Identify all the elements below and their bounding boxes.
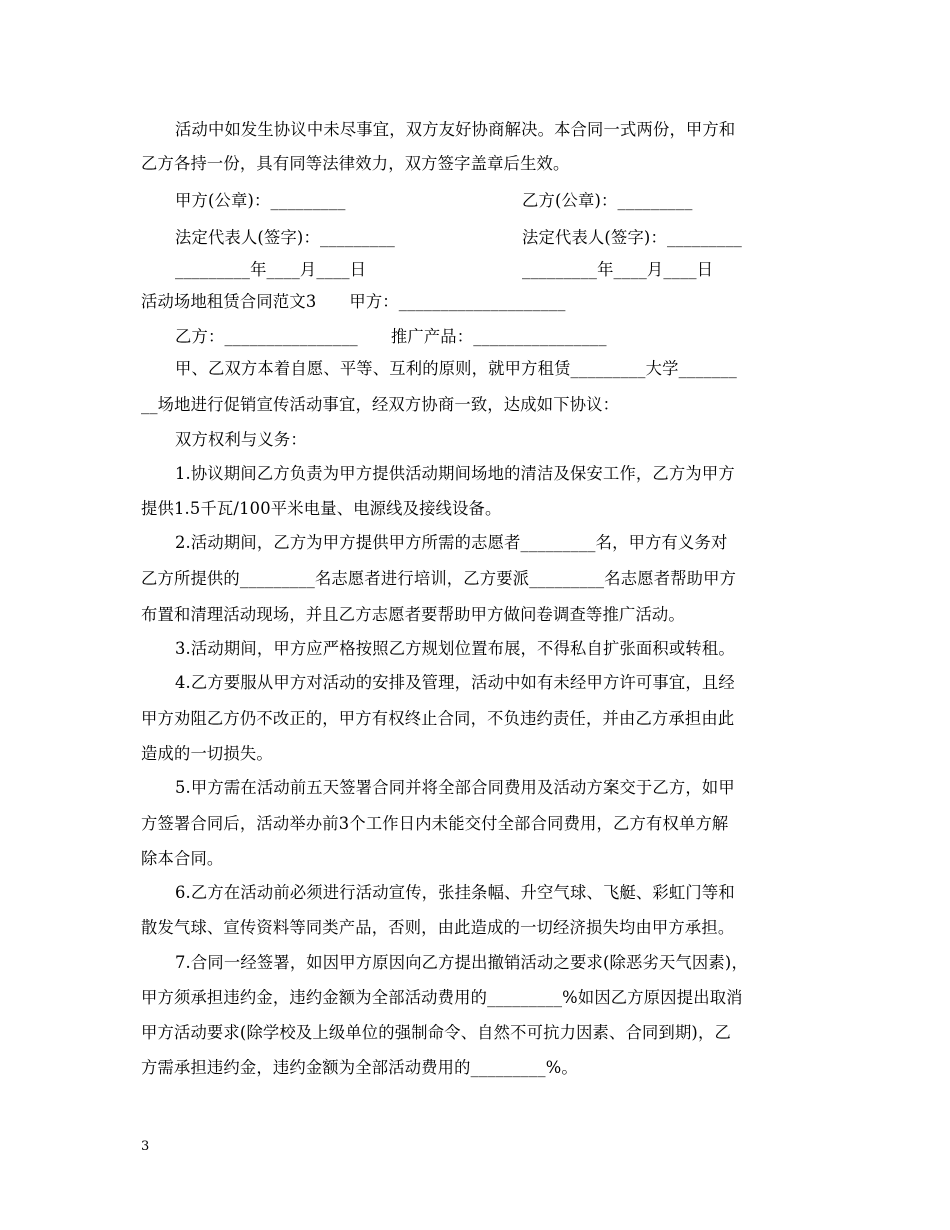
clause-line: 3.活动期间，甲方应严格按照乙方规划位置布展，不得私自扩张面积或转租。	[175, 639, 735, 658]
clause-line: 散发气球、宣传资料等同类产品，否则，由此造成的一切经济损失均由甲方承担。	[141, 918, 735, 937]
clause-line: 2.活动期间，乙方为甲方提供甲方所需的志愿者_________名，甲方有义务对	[175, 533, 728, 552]
page-number: 3	[141, 1139, 150, 1154]
clause-line: 方需承担违约金，违约金额为全部活动费用的_________%。	[141, 1058, 578, 1077]
paragraph-line: __场地进行促销宣传活动事宜，经双方协商一致，达成如下协议：	[141, 395, 620, 414]
party-a-seal-line: 甲方(公章)：_________	[175, 191, 346, 210]
paragraph-line: 甲、乙双方本着自愿、平等、互利的原则，就甲方租赁_________大学_______	[175, 359, 737, 378]
clause-line: 甲方活动要求(除学校及上级单位的强制命令、自然不可抗力因素、合同到期)，乙	[141, 1023, 731, 1042]
paragraph-line: 活动中如发生协议中未尽事宜，双方友好协商解决。本合同一式两份，甲方和	[175, 120, 736, 139]
party-b-date-line: _________年____月____日	[522, 260, 714, 279]
clause-line: 1.协议期间乙方负责为甲方提供活动期间场地的清洁及保安工作，乙方为甲方	[175, 464, 735, 483]
contract-title-line: 活动场地租赁合同范文3 甲方：____________________	[141, 292, 566, 311]
paragraph-line: 乙方各持一份，具有同等法律效力，双方签字盖章后生效。	[141, 154, 570, 173]
clause-line: 提供1.5千瓦/100平米电量、电源线及接线设备。	[141, 499, 502, 518]
clause-line: 甲方须承担违约金，违约金额为全部活动费用的_________%如因乙方原因提出取消	[141, 988, 743, 1007]
party-b-representative-line: 法定代表人(签字)：_________	[522, 228, 743, 247]
party-b-seal-line: 乙方(公章)：_________	[522, 191, 693, 210]
clause-line: 方签署合同后，活动举办前3个工作日内未能交付全部合同费用，乙方有权单方解	[141, 814, 729, 833]
clause-line: 布置和清理活动现场，并且乙方志愿者要帮助甲方做问卷调查等推广活动。	[141, 605, 685, 624]
party-a-date-line: _________年____月____日	[175, 260, 367, 279]
clause-line: 7.合同一经签署，如因甲方原因向乙方提出撤销活动之要求(除恶劣天气因素)，	[175, 953, 748, 972]
section-heading: 双方权利与义务：	[175, 430, 307, 449]
clause-line: 甲方劝阻乙方仍不改正的，甲方有权终止合同，不负违约责任，并由乙方承担由此	[141, 709, 735, 728]
party-b-product-line: 乙方：________________ 推广产品：________________	[175, 327, 607, 346]
clause-line: 4.乙方要服从甲方对活动的安排及管理，活动中如有未经甲方许可事宜，且经	[175, 673, 735, 692]
clause-line: 5.甲方需在活动前五天签署合同并将全部合同费用及活动方案交于乙方，如甲	[175, 778, 735, 797]
clause-line: 造成的一切损失。	[141, 744, 273, 763]
clause-line: 6.乙方在活动前必须进行活动宣传，张挂条幅、升空气球、飞艇、彩虹门等和	[175, 883, 735, 902]
clause-line: 除本合同。	[141, 849, 224, 868]
clause-line: 乙方所提供的_________名志愿者进行培训，乙方要派_________名志愿者帮助甲方	[141, 569, 737, 588]
party-a-representative-line: 法定代表人(签字)：_________	[175, 228, 396, 247]
